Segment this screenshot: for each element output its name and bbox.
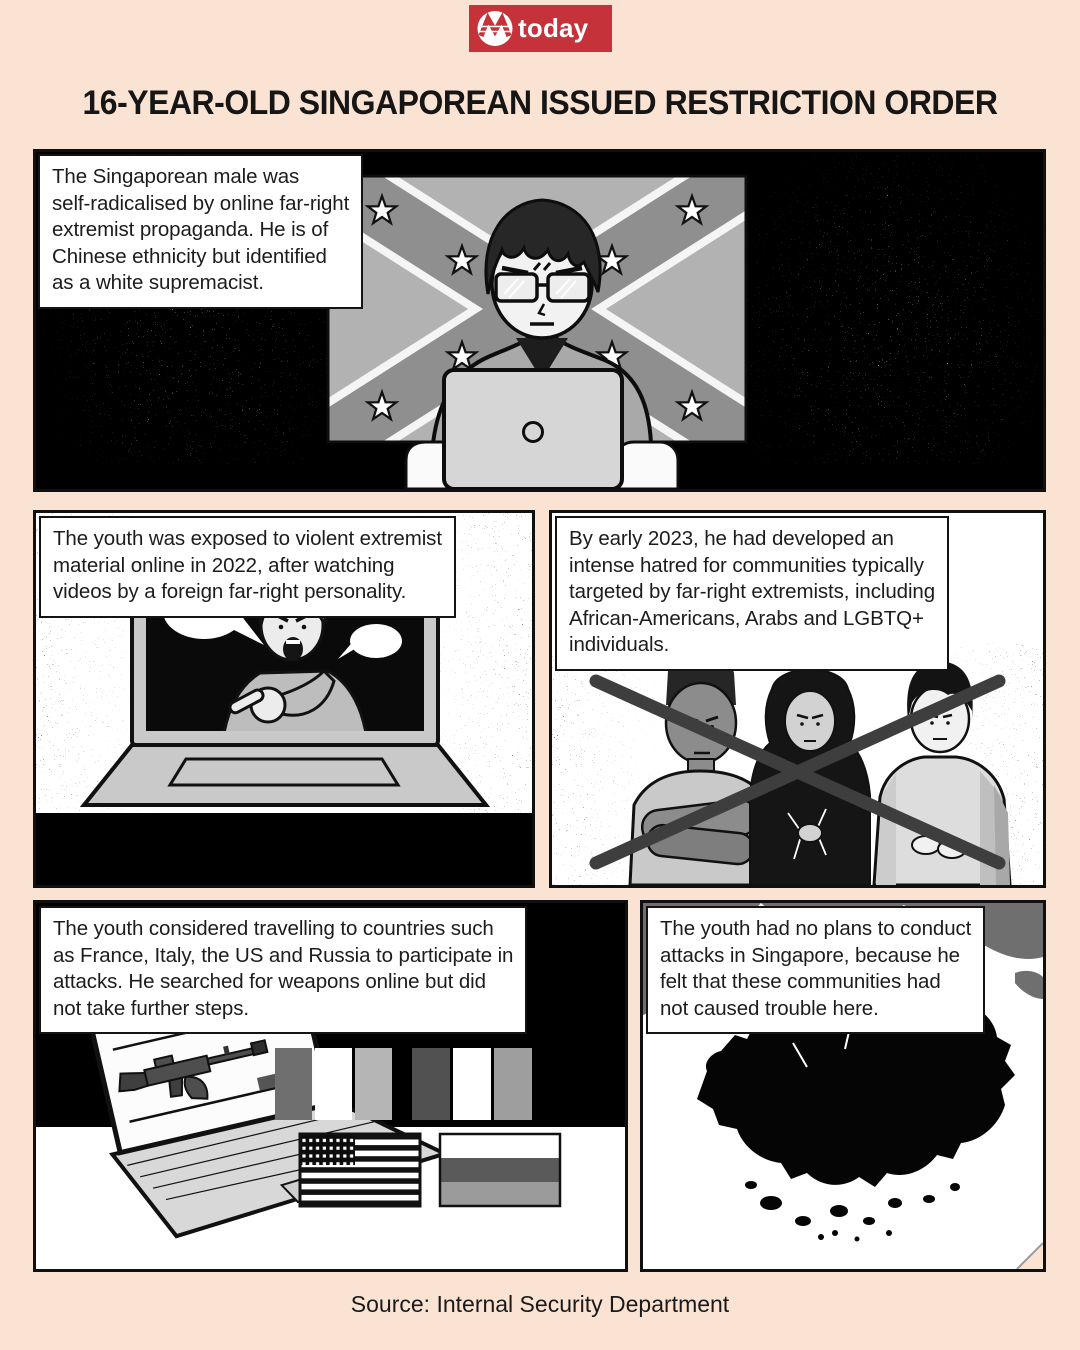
caption-line: The youth considered travelling to countries such — [53, 917, 494, 940]
caption-line: extremist propaganda. He is of — [52, 218, 329, 241]
caption-line: The youth had no plans to conduct — [660, 917, 972, 940]
flag-france — [275, 1048, 392, 1120]
flag-usa — [300, 1134, 420, 1206]
caption-line: individuals. — [569, 633, 670, 656]
caption-box — [39, 906, 527, 1034]
caption-line: Chinese ethnicity but identified — [52, 244, 327, 268]
caption-line: felt that these communities had — [660, 970, 941, 993]
caption-line: not take further steps. — [53, 996, 249, 1020]
flag-italy — [412, 1048, 532, 1120]
caption-line: attacks in Singapore, because he — [660, 943, 960, 967]
desk — [36, 813, 532, 885]
panel-weapons-search — [33, 900, 628, 1272]
caption-line: as a white supremacist. — [52, 271, 264, 294]
source-note: Source: Internal Security Department — [350, 1291, 730, 1317]
panel-extremist-videos — [33, 510, 535, 888]
caption-line: material online in 2022, after watching — [53, 553, 395, 577]
flag-russia — [440, 1134, 560, 1206]
caption-line: intense hatred for communities typically — [569, 553, 924, 577]
panel-singapore-map — [640, 900, 1046, 1272]
caption-box — [39, 516, 456, 618]
panel-targeted-communities — [549, 510, 1046, 888]
panel-self-radicalised — [33, 149, 1046, 492]
caption-line: not caused trouble here. — [660, 996, 879, 1020]
caption-line: self-radicalised by online far-right — [52, 191, 350, 215]
caption-line: African-Americans, Arabs and LGBTQ+ — [569, 606, 924, 630]
page-title: 16-YEAR-OLD SINGAPOREAN ISSUED RESTRICTION ORDER — [82, 84, 998, 122]
caption-line: videos by a foreign far-right personality. — [53, 580, 407, 603]
caption-box — [555, 516, 949, 671]
caption-line: as France, Italy, the US and Russia to participate in — [53, 943, 514, 967]
logo-wordmark: today — [518, 13, 589, 43]
caption-box — [646, 906, 985, 1034]
caption-line: The Singaporean male was — [52, 165, 300, 188]
caption-line: attacks. He searched for weapons online but did — [53, 970, 486, 993]
mediacorp-m-icon — [469, 5, 516, 52]
caption-line: targeted by far-right extremists, including — [569, 580, 936, 603]
caption-line: By early 2023, he had developed an — [569, 527, 894, 550]
caption-box — [38, 154, 363, 309]
caption-line: The youth was exposed to violent extremist — [53, 527, 442, 550]
today-logo — [469, 5, 612, 52]
